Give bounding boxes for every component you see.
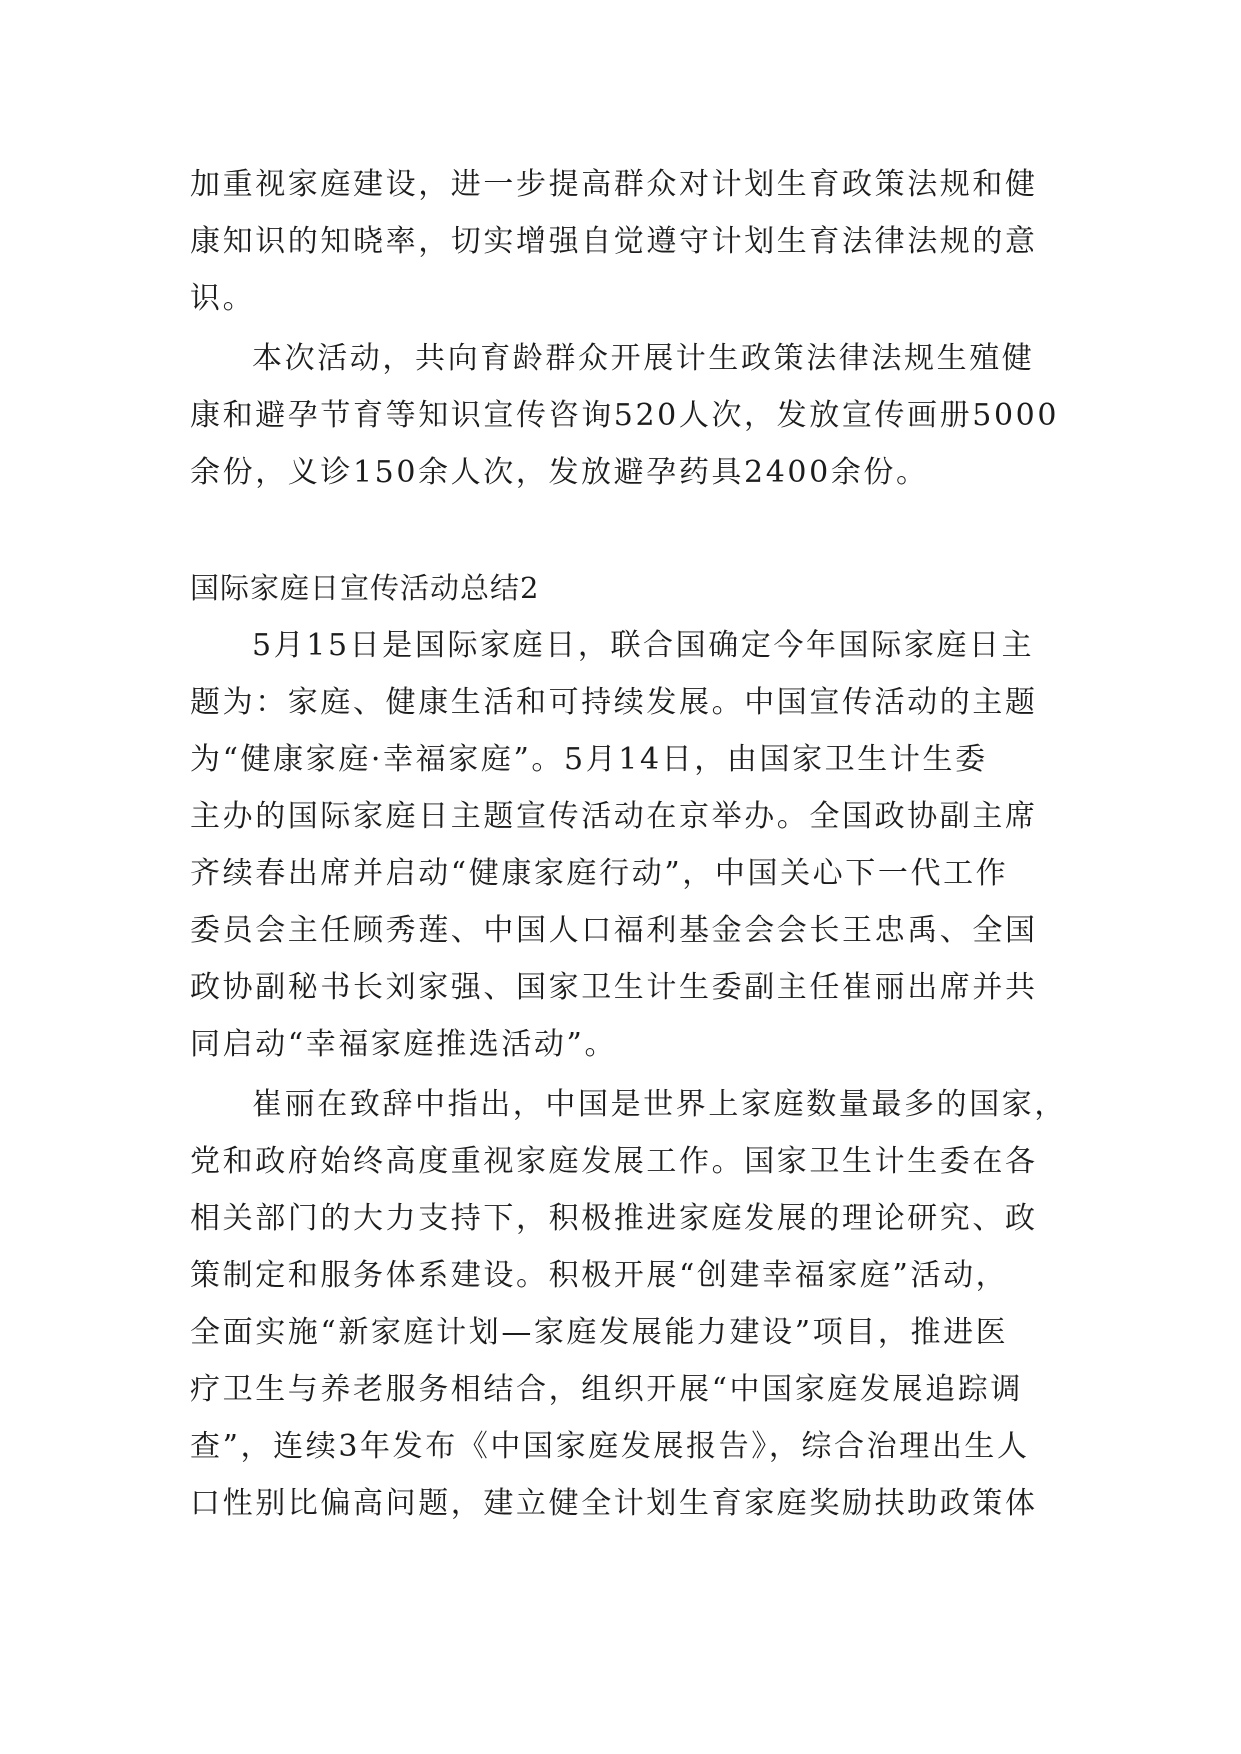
paragraph-continuation	[190, 156, 1060, 327]
text-line: 相关部门的大力支持下，积极推进家庭发展的理论研究、政	[190, 1201, 1038, 1236]
text-line: 主办的国际家庭日主题宣传活动在京举办。全国政协副主席	[190, 799, 1038, 834]
text-line: 齐续春出席并启动“健康家庭行动”，中国关心下一代工作	[190, 856, 1009, 891]
section-title: 国际家庭日宣传活动总结2	[190, 571, 540, 605]
text-line: 为“健康家庭·幸福家庭”。5月14日，由国家卫生计生委	[190, 742, 988, 777]
text-line: 党和政府始终高度重视家庭发展工作。国家卫生计生委在各	[190, 1144, 1038, 1179]
section-heading	[190, 560, 1060, 617]
paragraph-intro	[190, 617, 1060, 1073]
text-line: 5月15日是国际家庭日，联合国确定今年国际家庭日主	[252, 628, 1035, 663]
text-line: 疗卫生与养老服务相结合，组织开展“中国家庭发展追踪调	[190, 1372, 1023, 1407]
text-line: 本次活动，共向育龄群众开展计生政策法律法规生殖健	[252, 341, 1035, 376]
text-line: 政协副秘书长刘家强、国家卫生计生委副主任崔丽出席并共	[190, 970, 1038, 1005]
text-line: 委员会主任顾秀莲、中国人口福利基金会会长王忠禹、全国	[190, 913, 1038, 948]
text-line: 康知识的知晓率，切实增强自觉遵守计划生育法律法规的意	[190, 224, 1038, 259]
text-line: 口性别比偏高问题，建立健全计划生育家庭奖励扶助政策体	[190, 1486, 1038, 1521]
paragraph-speech	[190, 1076, 1067, 1532]
text-line: 康和避孕节育等知识宣传咨询520人次，发放宣传画册5000	[190, 398, 1060, 433]
text-line: 同启动“幸福家庭推选活动”。	[190, 1027, 618, 1062]
text-line: 题为：家庭、健康生活和可持续发展。中国宣传活动的主题	[190, 685, 1038, 720]
paragraph-activity-stats	[190, 330, 1060, 501]
text-line: 全面实施“新家庭计划—家庭发展能力建设”项目，推进医	[190, 1315, 1009, 1350]
text-line: 策制定和服务体系建设。积极开展“创建幸福家庭”活动，	[190, 1258, 1009, 1293]
text-line: 加重视家庭建设，进一步提高群众对计划生育政策法规和健	[190, 167, 1038, 202]
text-line: 余份，义诊150余人次，发放避孕药具2400余份。	[190, 455, 929, 490]
text-line: 识。	[190, 281, 256, 316]
text-line: 崔丽在致辞中指出，中国是世界上家庭数量最多的国家，	[252, 1087, 1067, 1122]
text-line: 查”，连续3年发布《中国家庭发展报告》，综合治理出生人	[190, 1429, 1030, 1464]
